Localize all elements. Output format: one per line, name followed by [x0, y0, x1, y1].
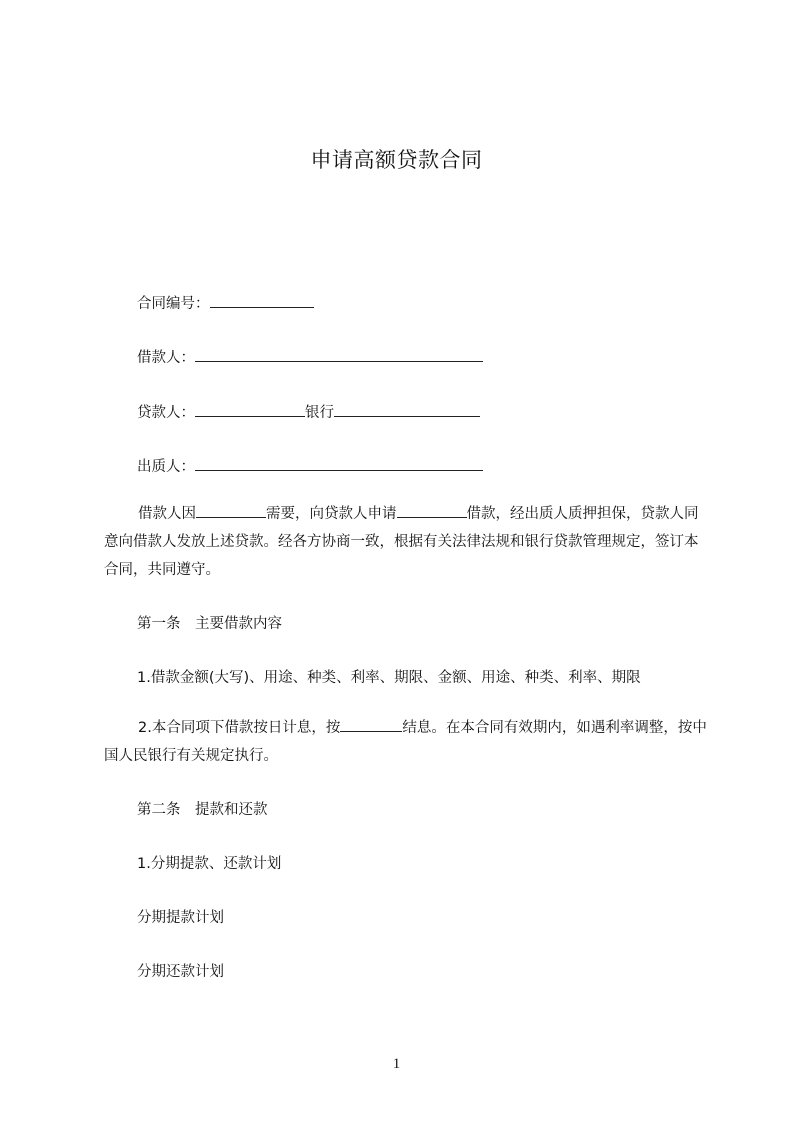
interest-settlement-blank	[340, 717, 402, 732]
lender-line	[137, 401, 480, 422]
drawdown-plan-label: 分期提款计划	[137, 910, 224, 926]
repayment-plan-label: 分期还款计划	[137, 964, 224, 980]
article1-item2-part-a: 2.本合同项下借款按日计息，按	[138, 720, 341, 736]
article1-heading: 第一条 主要借款内容	[137, 616, 282, 632]
document-title: 申请高额贷款合同	[310, 148, 483, 172]
intro-part-1: 借款人因	[138, 506, 196, 522]
article2-item1: 1.分期提款、还款计划	[137, 856, 282, 872]
article2-heading: 第二条 提款和还款	[137, 802, 268, 818]
lender-bank-blank	[334, 402, 480, 417]
loan-type-blank	[397, 503, 467, 518]
intro-paragraph	[104, 500, 712, 584]
article1-item2	[104, 714, 712, 770]
lender-label: 贷款人：	[137, 405, 195, 421]
contract-number-blank	[210, 293, 314, 308]
lender-bank-label: 银行	[305, 405, 334, 421]
borrower-label: 借款人：	[137, 350, 195, 366]
contract-number-line	[137, 292, 314, 313]
article1-item2-part-b: 结息。在本合同有效期内，如遇利率调整，按中国人民银行有关规定执行。	[104, 720, 707, 764]
page-number: 1	[392, 1056, 401, 1072]
borrower-line	[137, 346, 483, 367]
intro-part-3: 借款，经出质人质押担保，贷款人同意向借款人发放上述贷款。经各方协商一致，根据有关法律法规和银行贷款管理规定，签订本合同，共同遵守。	[104, 506, 699, 578]
contract-number-label: 合同编号：	[137, 296, 210, 312]
lender-blank	[195, 402, 305, 417]
borrower-blank	[195, 347, 483, 362]
pledger-blank	[195, 456, 483, 471]
pledger-line	[137, 455, 483, 476]
purpose-blank	[196, 503, 266, 518]
intro-part-2: 需要，向贷款人申请	[266, 506, 397, 522]
article1-item1: 1.借款金额(大写)、用途、种类、利率、期限、金额、用途、种类、利率、期限	[137, 670, 641, 686]
pledger-label: 出质人：	[137, 459, 195, 475]
